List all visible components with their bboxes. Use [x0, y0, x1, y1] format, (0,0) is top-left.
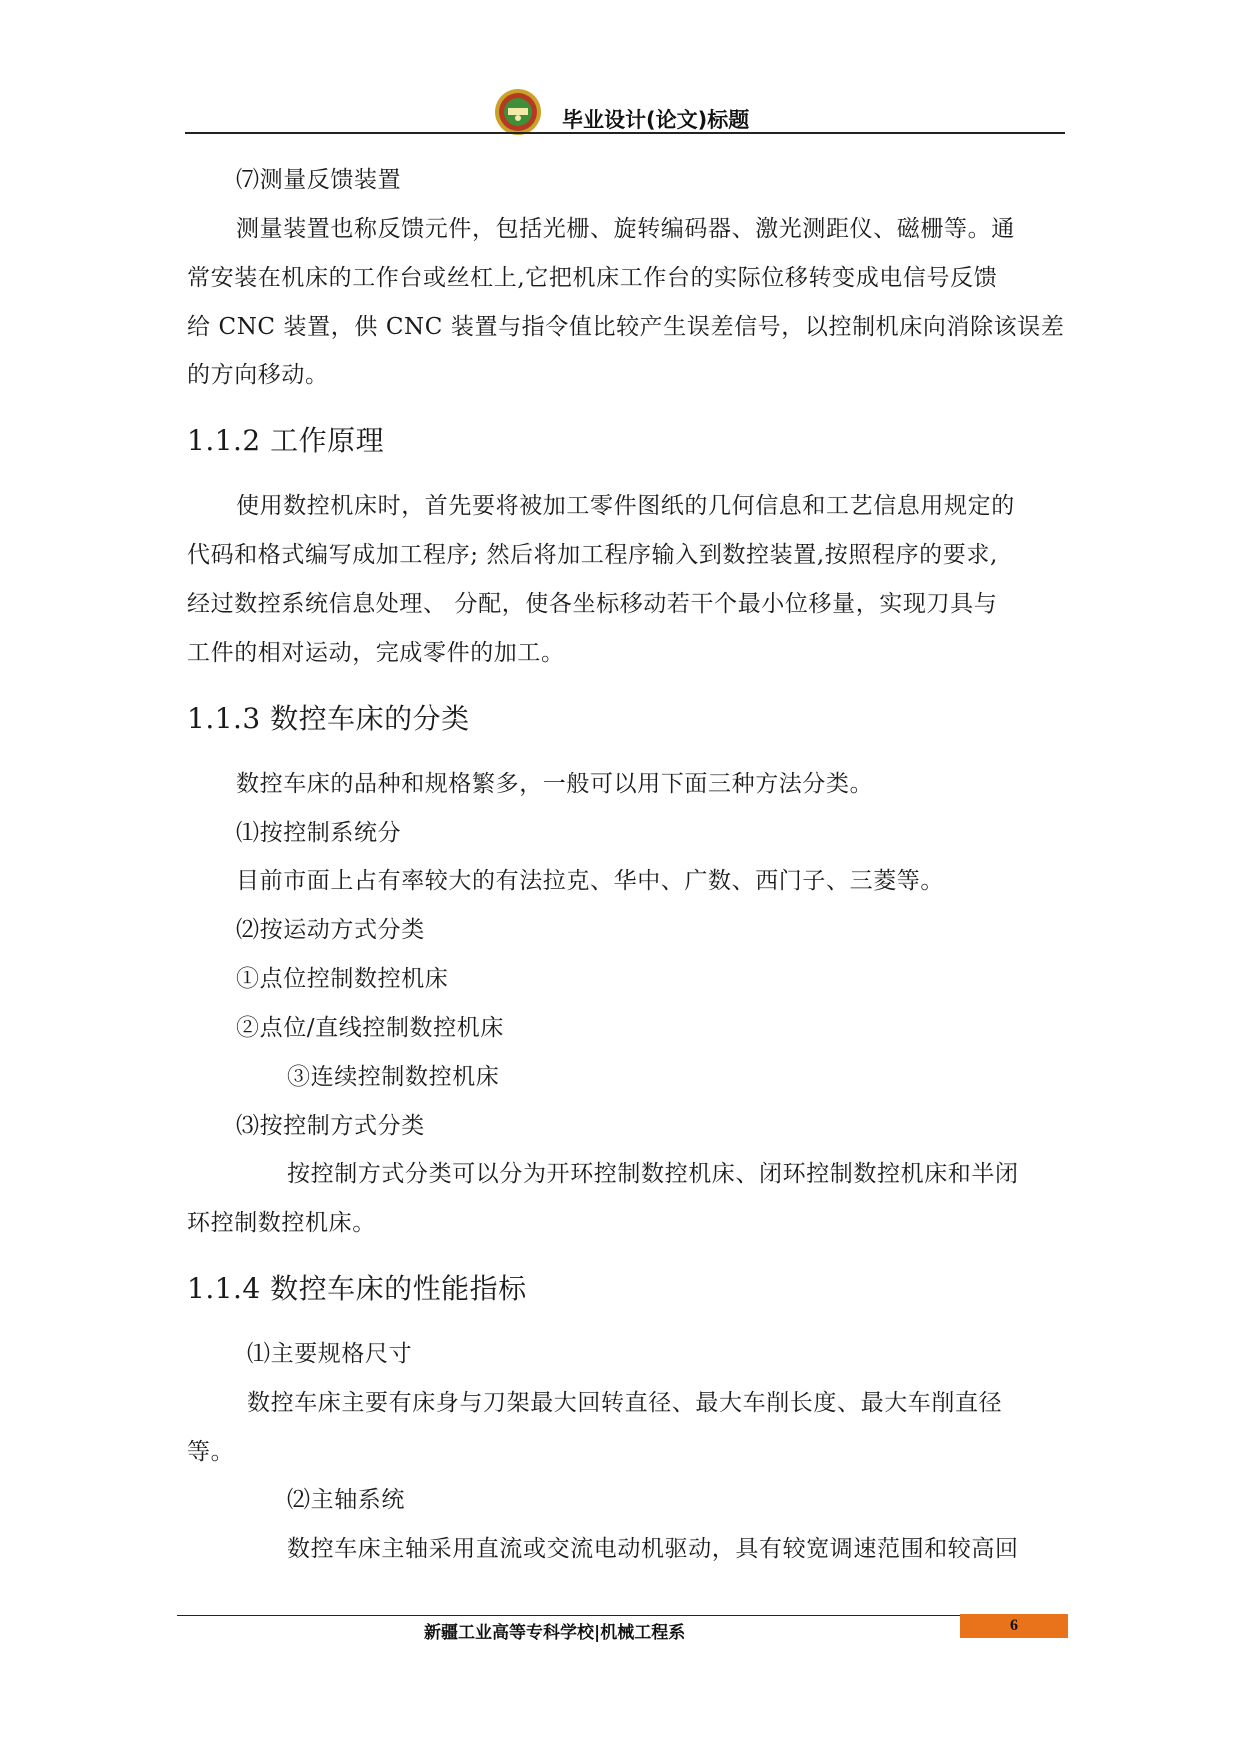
text-line: ⑴按控制系统分 — [236, 820, 402, 846]
section-heading: 1.1.2 工作原理 — [187, 424, 385, 457]
text-line: 经过数控系统信息处理、 分配，使各坐标移动若干个最小位移量，实现刀具与 — [187, 591, 998, 617]
text-line: 给 CNC 装置，供 CNC 装置与指令值比较产生误差信号，以控制机床向消除该误差 — [187, 314, 1065, 340]
text-line: ①点位控制数控机床 — [236, 966, 449, 992]
header-title: 毕业设计(论文)标题 — [562, 108, 750, 132]
text-line: 目前市面上占有率较大的有法拉克、华中、广数、西门子、三菱等。 — [236, 868, 944, 894]
text-line: ③连续控制数控机床 — [287, 1064, 500, 1090]
text-line: ⑴主要规格尺寸 — [247, 1341, 413, 1367]
text-line: ⑺测量反馈装置 — [236, 167, 402, 193]
text-line: 数控车床主要有床身与刀架最大回转直径、最大车削长度、最大车削直径 — [247, 1390, 1003, 1416]
section-heading: 1.1.3 数控车床的分类 — [187, 702, 470, 735]
text-line: 使用数控机床时，首先要将被加工零件图纸的几何信息和工艺信息用规定的 — [236, 493, 1015, 519]
text-line: 代码和格式编写成加工程序; 然后将加工程序输入到数控装置,按照程序的要求, — [187, 542, 998, 568]
footer-divider — [177, 1615, 1067, 1616]
text-line: 的方向移动。 — [187, 362, 329, 388]
text-line: ⑵主轴系统 — [287, 1487, 405, 1513]
text-line: 工件的相对运动，完成零件的加工。 — [187, 640, 565, 666]
text-line: 数控车床主轴采用直流或交流电动机驱动，具有较宽调速范围和较高回 — [287, 1536, 1019, 1562]
text-line: 按控制方式分类可以分为开环控制数控机床、闭环控制数控机床和半闭 — [287, 1161, 1019, 1187]
text-line: 等。 — [187, 1439, 235, 1465]
text-line: 测量装置也称反馈元件，包括光栅、旋转编码器、激光测距仪、磁栅等。通 — [236, 216, 1015, 242]
text-line: ⑶按控制方式分类 — [236, 1113, 425, 1139]
text-line: ⑵按运动方式分类 — [236, 917, 425, 943]
header-divider — [185, 132, 1065, 134]
section-heading: 1.1.4 数控车床的性能指标 — [187, 1272, 527, 1305]
text-line: ②点位/直线控制数控机床 — [236, 1015, 504, 1041]
page-number: 6 — [1010, 1617, 1018, 1634]
text-line: 数控车床的品种和规格繁多，一般可以用下面三种方法分类。 — [236, 771, 874, 797]
footer-school: 新疆工业高等专科学校|机械工程系 — [424, 1623, 686, 1643]
school-emblem-icon — [494, 88, 542, 136]
text-line: 环控制数控机床。 — [187, 1210, 376, 1236]
text-line: 常安装在机床的工作台或丝杠上,它把机床工作台的实际位移转变成电信号反馈 — [187, 265, 998, 291]
